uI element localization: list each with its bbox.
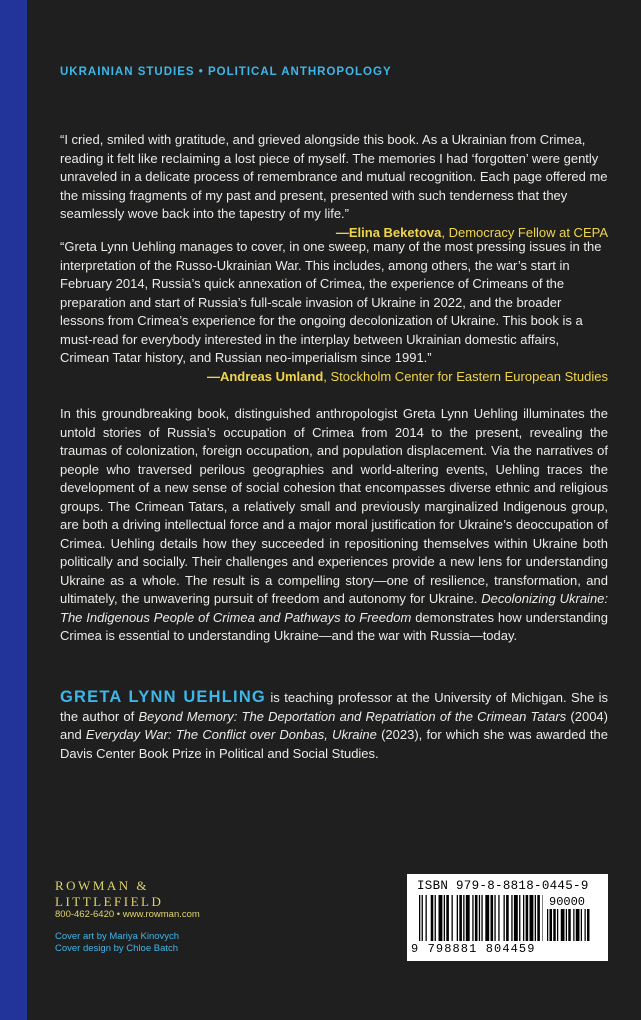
barcode-bar bbox=[557, 909, 558, 941]
publisher-contact: 800-462-6420 • www.rowman.com bbox=[55, 909, 200, 920]
barcode-bar bbox=[475, 895, 478, 941]
bio-book-2: Everyday War: The Conflict over Donbas, Ukraine bbox=[85, 727, 377, 742]
barcode-bar bbox=[526, 895, 529, 941]
barcode-bar bbox=[576, 909, 580, 941]
barcode-bar bbox=[491, 895, 494, 941]
publisher-line-2: LITTLEFIELD bbox=[55, 894, 164, 909]
bio-text-3: (2023), for which she was awarded the Davis Center Book Prize in Political and Social Studies. bbox=[60, 727, 608, 761]
publisher-logo bbox=[55, 878, 163, 910]
barcode-bar bbox=[573, 909, 574, 941]
ean-number: 9 798881 804459 bbox=[411, 942, 536, 956]
barcode-bar bbox=[459, 895, 462, 941]
barcode-bar bbox=[463, 895, 464, 941]
barcode-bar bbox=[581, 909, 582, 941]
barcode-bar bbox=[566, 909, 567, 941]
barcode-bar bbox=[435, 895, 436, 941]
quote-2-text: “Greta Lynn Uehling manages to cover, in one sweep, many of the most pressing issues in the interpretation of the Russo-Ukrainian War. This includes, among others, the war’s start in February 2014, Russia’s quick annexation of Crimea, the experience of Crimeans of the preparation and start of Russia’s full-scale invasion of Ukraine in 2022, and the broader lessons from Crimea’s experience for the ongoing decolonization of Ukraine. This book is a must-read for everybody interested in the interplay between Ukrainian domestic affairs, Crimean Tatar history, and Russian neo-imperialism since 1991.” bbox=[60, 239, 602, 365]
barcode-bar bbox=[481, 895, 482, 941]
bio-text-2: (2004) and bbox=[60, 708, 608, 742]
barcode-bar bbox=[431, 895, 434, 941]
barcode-bar bbox=[426, 895, 427, 941]
isbn-barcode bbox=[407, 874, 608, 961]
cover-art-credit: Cover art by Mariya Kinovych bbox=[55, 931, 180, 942]
barcode-bar bbox=[446, 895, 449, 941]
quote-2-affiliation: , Stockholm Center for Eastern European Studies bbox=[323, 368, 608, 384]
barcode-bar bbox=[479, 895, 480, 941]
quote-2-attribution bbox=[60, 368, 608, 387]
quote-1-name: —Elina Beketova bbox=[335, 224, 442, 240]
barcode-bar bbox=[466, 895, 470, 941]
barcode-bar bbox=[472, 895, 473, 941]
barcode-bar bbox=[543, 895, 544, 941]
cover-credits bbox=[55, 931, 179, 955]
description-text-2: demonstrates how understanding Crimea is essential to understanding Ukraine—and the war with Russia—today. bbox=[60, 609, 608, 643]
price-code: 90000 bbox=[549, 895, 586, 909]
bio-book-1: Beyond Memory: The Deportation and Repatriation of the Crimean Tatars bbox=[138, 708, 567, 724]
barcode-bar bbox=[511, 895, 512, 941]
barcode-bar bbox=[485, 895, 489, 941]
description-text-1: In this groundbreaking book, distinguished anthropologist Greta Lynn Uehling illuminates the untold stories of Russia’s occupation of Crimea from 2014 to the present, revealing the traumas of colonization, foreign occupation, and population displacement. Via the narratives of people who traversed perilous geographies and world-altering events, Uehling traces the development of a new sense of social cohesion that encompasses diverse ethnic and religious groups. The Crimean Tatars, a relatively small and previously marginalized Indigenous group, are both a driving intellectual force and a major moral justification for Ukraine’s deoccupation of Crimea. Uehling details how they succeeded in repositioning themselves within Ukraine both politically and socially. Their challenges and experiences provide a new lens for understanding Ukraine as a whole. The result is a compelling story—one of resilience, transformation, and ultimately, the unwavering pursuit of freedom and autonomy for Ukraine. bbox=[60, 406, 608, 606]
ean-barcode-bars bbox=[419, 895, 543, 941]
barcode-bar bbox=[504, 895, 505, 941]
cover-design-credit: Cover design by Chloe Batch bbox=[55, 943, 179, 954]
barcode-bar bbox=[535, 895, 536, 941]
endorsement-quote-1 bbox=[60, 131, 608, 242]
barcode-bar bbox=[452, 895, 453, 941]
barcode-bar bbox=[568, 909, 571, 941]
barcode-bar bbox=[530, 895, 534, 941]
quote-2-name: —Andreas Umland bbox=[206, 368, 324, 384]
barcode-bar bbox=[514, 895, 518, 941]
author-name: GRETA LYNN UEHLING bbox=[60, 688, 266, 706]
barcode-bar bbox=[494, 895, 495, 941]
barcode-bar bbox=[550, 909, 553, 941]
barcode-bar bbox=[587, 909, 590, 941]
barcode-bar bbox=[506, 895, 509, 941]
bio-text-1: is teaching professor at the University of Michigan. She is the author of bbox=[60, 690, 608, 724]
quote-1-affiliation: , Democracy Fellow at CEPA bbox=[441, 224, 608, 240]
barcode-bar bbox=[457, 895, 458, 941]
barcode-bar bbox=[419, 895, 420, 941]
barcode-bar bbox=[498, 895, 499, 941]
addon-barcode-bars bbox=[547, 909, 601, 941]
publisher-line-1: ROWMAN & bbox=[55, 878, 150, 893]
barcode-bar bbox=[553, 909, 556, 941]
quote-1-text: “I cried, smiled with gratitude, and grieved alongside this book. As a Ukrainian from Crimea, reading it felt like reclaiming a lost piece of myself. The memories I had ‘forgotten’ were gently unraveled in a delicate process of remembrance and mutual recognition. Each page offered me the missing fragments of my past and present, presented with such tenderness that they seamlessly wove back into the tapestry of my life.” bbox=[60, 132, 608, 221]
barcode-bar bbox=[422, 895, 423, 941]
barcode-bar bbox=[537, 895, 540, 941]
barcode-bar bbox=[547, 909, 548, 941]
description-book-title: Decolonizing Ukraine: The Indigenous People of Crimea and Pathways to Freedom bbox=[60, 591, 609, 625]
barcode-bar bbox=[439, 895, 443, 941]
isbn-text: ISBN 979-8-8818-0445-9 bbox=[417, 879, 589, 893]
barcode-bar bbox=[444, 895, 445, 941]
author-bio bbox=[60, 688, 608, 763]
category-label: UKRAINIAN STUDIES • POLITICAL ANTHROPOLOGY bbox=[60, 66, 392, 78]
barcode-bar bbox=[519, 895, 520, 941]
book-description bbox=[60, 405, 608, 646]
barcode-bar bbox=[585, 909, 586, 941]
endorsement-quote-2 bbox=[60, 238, 608, 386]
barcode-bar bbox=[523, 895, 524, 941]
barcode-bar bbox=[561, 909, 565, 941]
